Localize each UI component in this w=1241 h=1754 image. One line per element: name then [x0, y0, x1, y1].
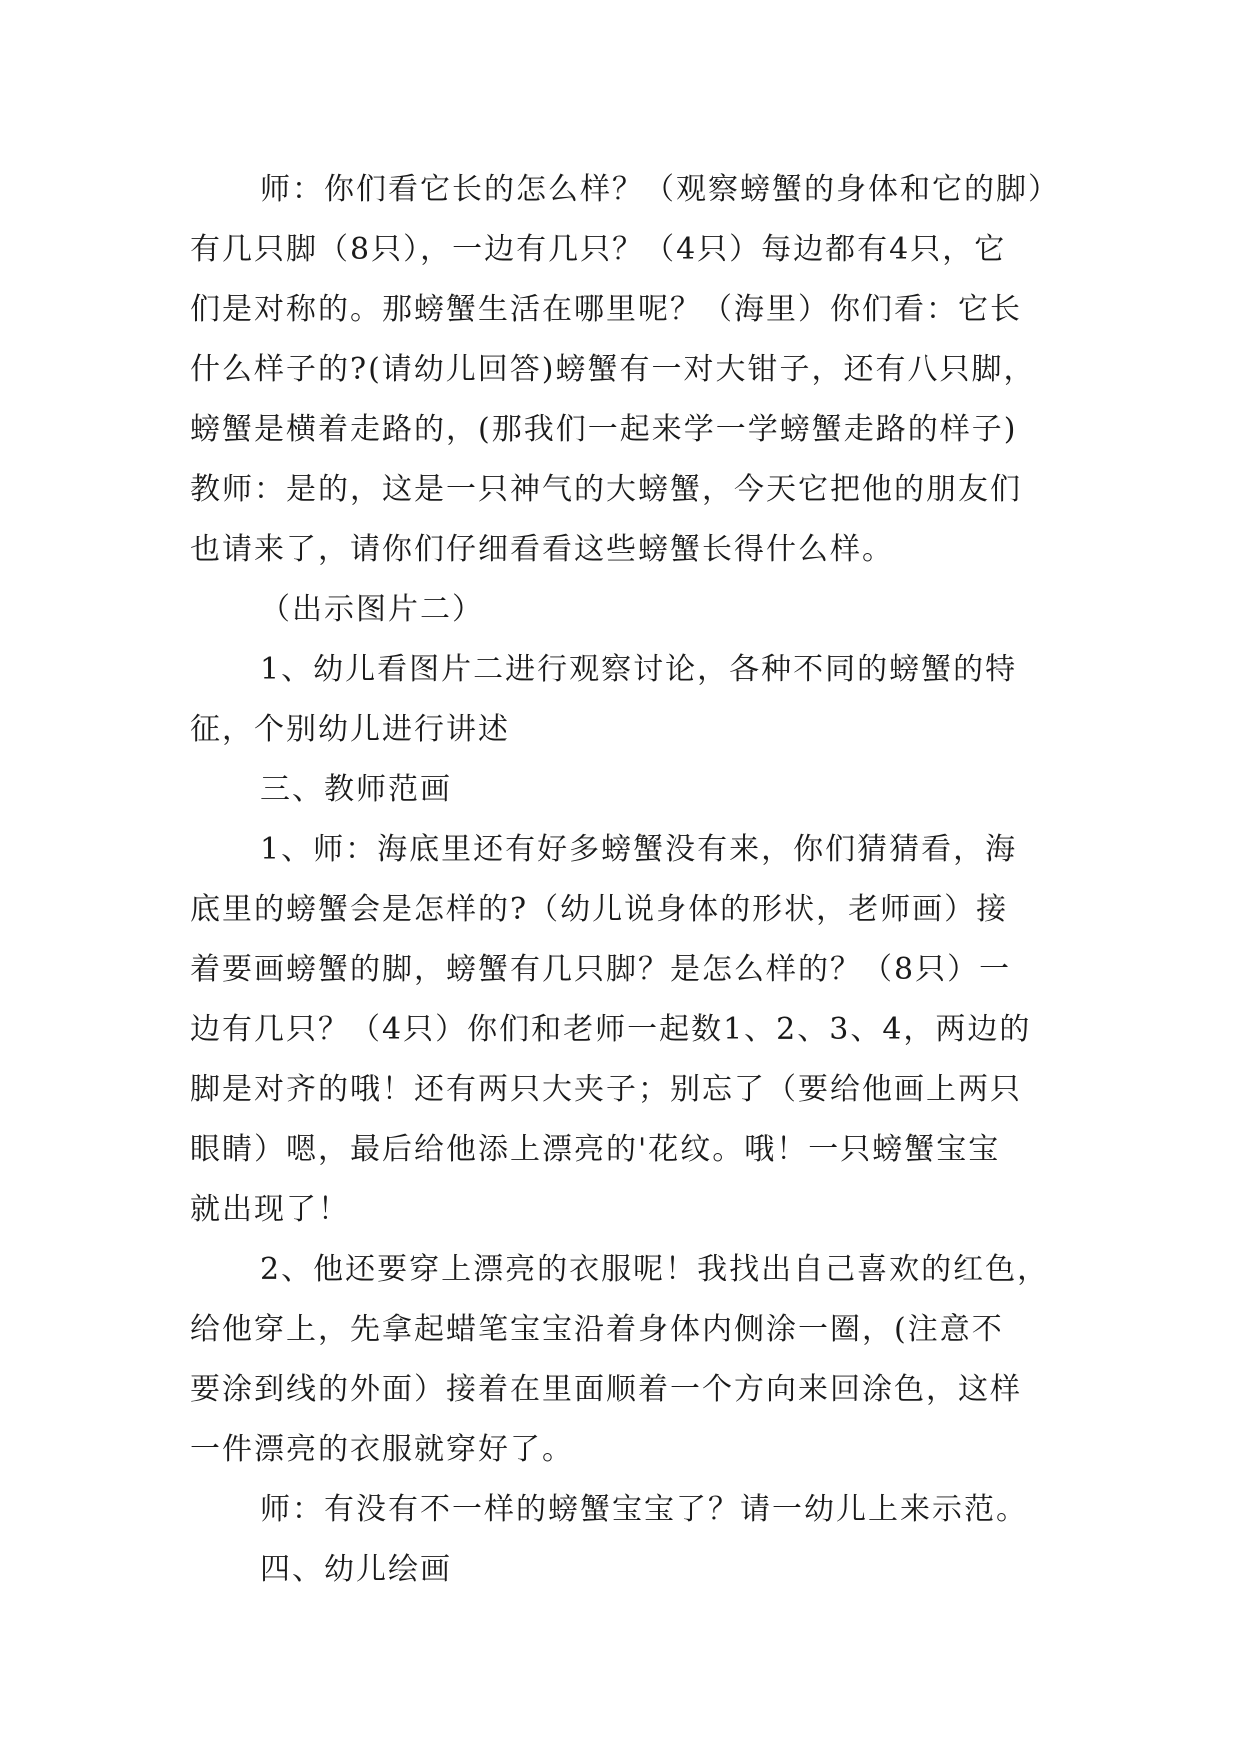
paragraph-line: 2、他还要穿上漂亮的衣服呢！我找出自己喜欢的红色，: [260, 1252, 1050, 1287]
paragraph-line: 要涂到线的外面）接着在里面顺着一个方向来回涂色，这样: [190, 1372, 1022, 1407]
section-heading: 四、幼儿绘画: [260, 1552, 452, 1587]
paragraph-line: 1、师：海底里还有好多螃蟹没有来，你们猜猜看，海: [260, 832, 1018, 867]
paragraph-line: 就出现了！: [190, 1192, 350, 1227]
paragraph-line: 脚是对齐的哦！还有两只大夹子；别忘了（要给他画上两只: [190, 1072, 1022, 1107]
paragraph-line: 教师：是的，这是一只神气的大螃蟹，今天它把他的朋友们: [190, 472, 1022, 507]
document-body: [190, 160, 1090, 1600]
paragraph-line: 有几只脚（8只），一边有几只？（4只）每边都有4只，它: [190, 232, 1007, 267]
paragraph-line: 什么样子的?(请幼儿回答)螃蟹有一对大钳子，还有八只脚，: [190, 352, 1036, 387]
paragraph-line: 螃蟹是横着走路的，(那我们一起来学一学螃蟹走路的样子): [190, 412, 1018, 447]
paragraph-line: 眼睛）嗯，最后给他添上漂亮的'花纹。哦！一只螃蟹宝宝: [190, 1132, 1001, 1167]
paragraph-line: 一件漂亮的衣服就穿好了。: [190, 1432, 574, 1467]
paragraph-line: 师：有没有不一样的螃蟹宝宝了？请一幼儿上来示范。: [260, 1492, 1028, 1527]
paragraph-line: （出示图片二）: [260, 592, 484, 627]
paragraph-line: 给他穿上，先拿起蜡笔宝宝沿着身体内侧涂一圈，(注意不: [190, 1312, 1004, 1347]
paragraph-line: 也请来了，请你们仔细看看这些螃蟹长得什么样。: [190, 532, 894, 567]
paragraph-line: 征，个别幼儿进行讲述: [190, 712, 510, 747]
paragraph-line: 师：你们看它长的怎么样？（观察螃蟹的身体和它的脚）: [260, 172, 1060, 207]
paragraph-line: 们是对称的。那螃蟹生活在哪里呢？（海里）你们看：它长: [190, 292, 1022, 327]
paragraph-line: 底里的螃蟹会是怎样的?（幼儿说身体的形状，老师画）接: [190, 892, 1009, 927]
paragraph-line: 边有几只？（4只）你们和老师一起数1、2、3、4，两边的: [190, 1012, 1032, 1047]
paragraph-line: 着要画螃蟹的脚，螃蟹有几只脚？是怎么样的？（8只）一: [190, 952, 1012, 987]
section-heading: 三、教师范画: [260, 772, 452, 807]
paragraph-line: 1、幼儿看图片二进行观察讨论，各种不同的螃蟹的特: [260, 652, 1018, 687]
